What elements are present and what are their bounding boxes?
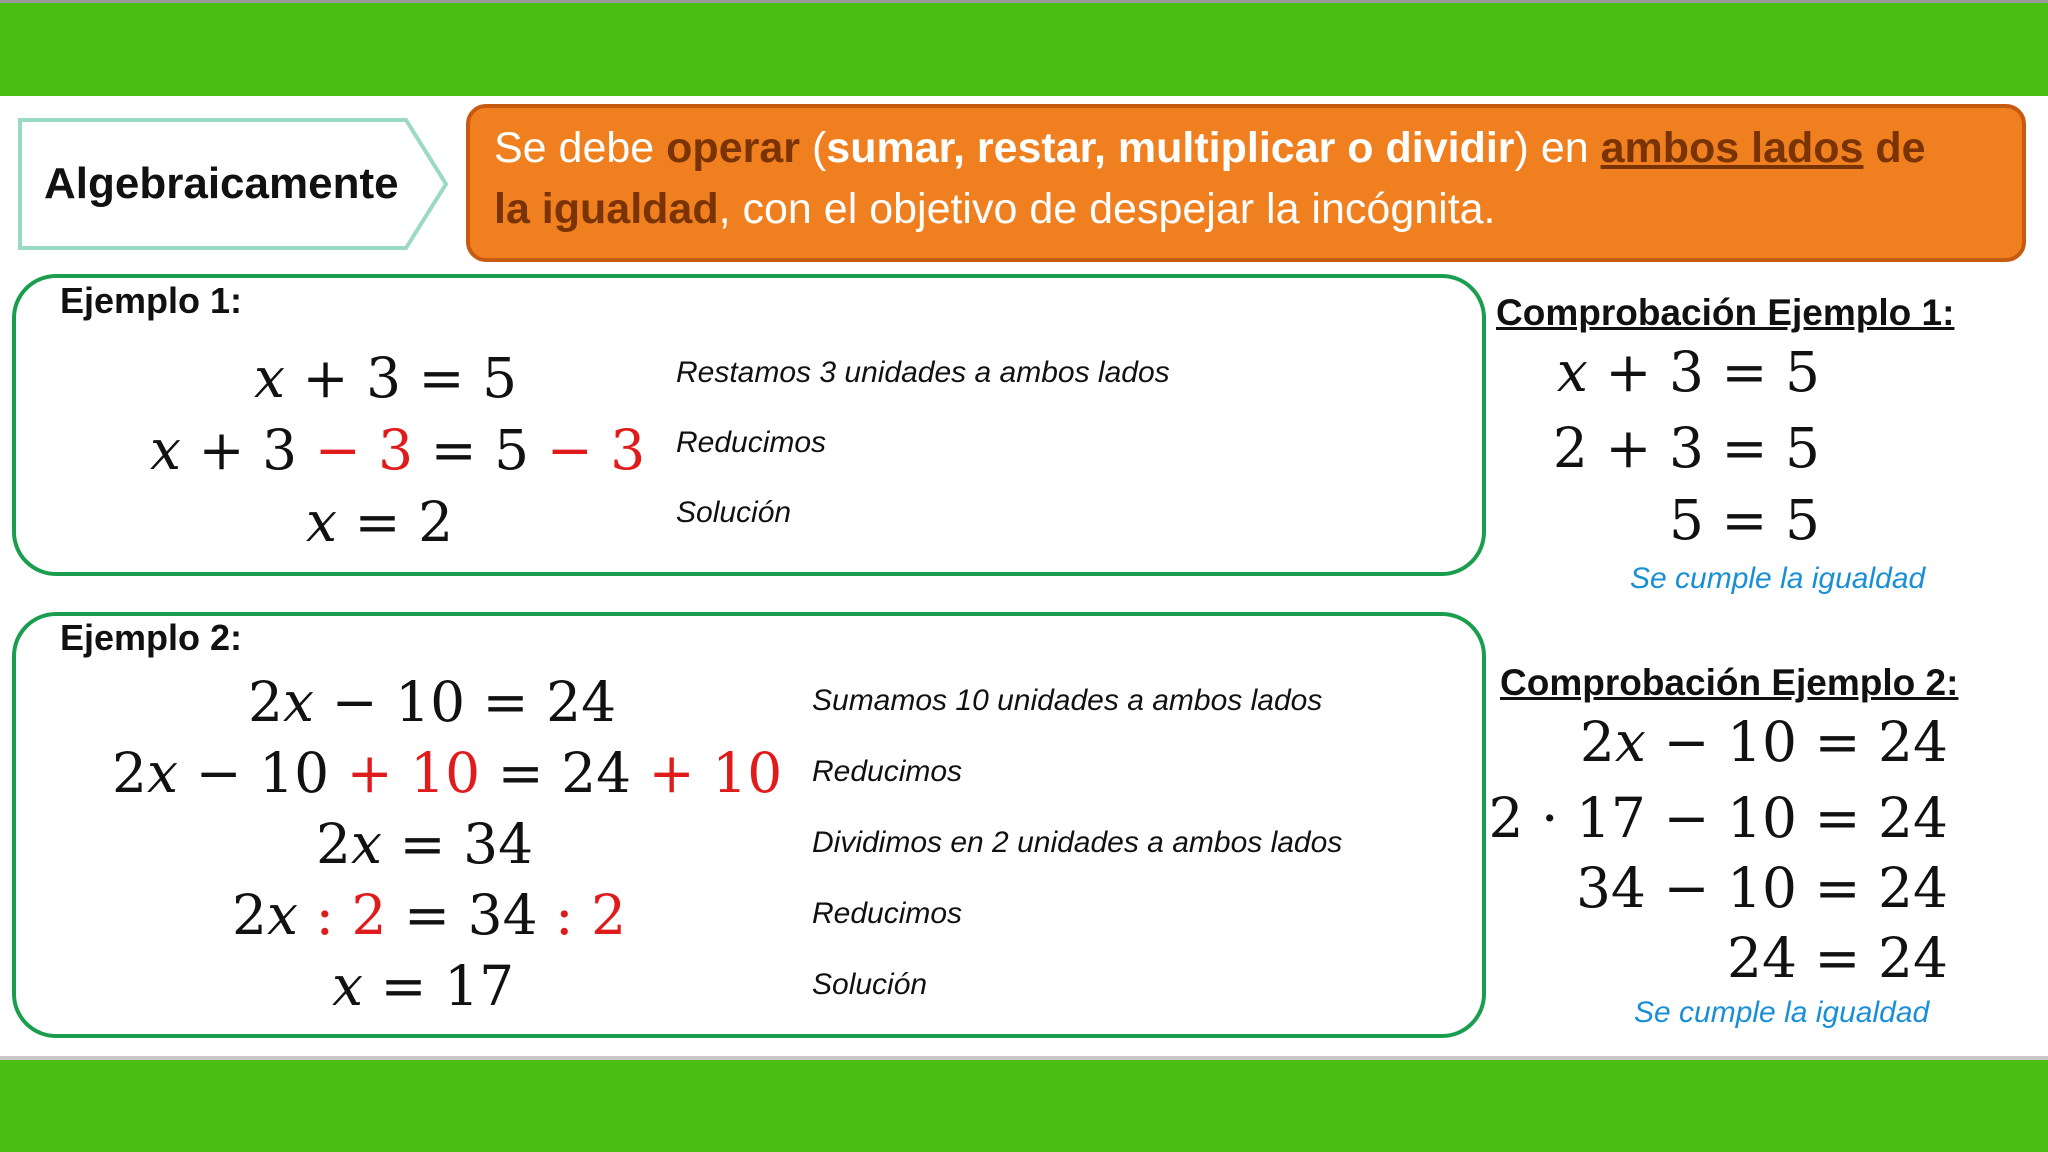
check-1-equation-2: 2 + 3 = 5 (1552, 416, 1820, 480)
definition-box (466, 104, 2026, 262)
example-2-note-1: Sumamos 10 unidades a ambos lados (812, 684, 1323, 717)
example-1-note-3: Solución (676, 496, 792, 529)
example-2-title: Ejemplo 2: (60, 617, 243, 658)
check-2-equation-1: 2x − 10 = 24 (1579, 710, 1948, 774)
example-2-note-5: Solución (812, 968, 928, 1001)
example-1-note-2: Reducimos (676, 426, 827, 459)
example-1-equation-3: x = 2 (306, 490, 454, 554)
def-operar: operar (666, 124, 800, 172)
check-2-equation-4: 24 = 24 (1726, 926, 1948, 990)
def-text: , con el objetivo de despejar la incógnita. (718, 185, 1496, 233)
check-2-title: Comprobación Ejemplo 2: (1500, 662, 1959, 703)
example-1-equation-1: x + 3 = 5 (254, 346, 518, 410)
example-2-note-3: Dividimos en 2 unidades a ambos lados (812, 826, 1343, 859)
definition-line-1 (494, 118, 1998, 179)
check-1-equation-3: 5 = 5 (1668, 488, 1820, 552)
def-text: ( (800, 124, 827, 172)
example-2-equation-2: 2x − 10 + 10 = 24 + 10 (112, 741, 783, 805)
check-2-result: Se cumple la igualdad (1634, 996, 1930, 1029)
def-text: Se debe (494, 124, 667, 172)
example-1-equation-2: x + 3 − 3 = 5 − 3 (150, 418, 646, 482)
top-banner (0, 0, 2048, 96)
example-2-equation-3: 2x = 34 (316, 812, 534, 876)
example-2-note-4: Reducimos (812, 897, 963, 930)
example-2-equation-1: 2x − 10 = 24 (248, 670, 617, 734)
check-1-title: Comprobación Ejemplo 1: (1496, 292, 1955, 333)
method-tag-label: Algebraicamente (44, 159, 399, 208)
example-1-title: Ejemplo 1: (60, 280, 243, 321)
method-tag (18, 118, 450, 250)
example-2-equation-5: x = 17 (332, 954, 515, 1018)
def-la-igualdad: la igualdad (494, 185, 719, 233)
def-operations: sumar, restar, multiplicar o dividir (826, 124, 1515, 172)
check-1-equation-1: x + 3 = 5 (1556, 340, 1820, 404)
def-text: ) en (1514, 124, 1601, 172)
definition-line-2 (494, 179, 1998, 240)
def-de: de (1863, 124, 1926, 172)
example-1-note-1: Restamos 3 unidades a ambos lados (676, 356, 1170, 389)
check-2-equation-2: 2 · 17 − 10 = 24 (1488, 786, 1948, 850)
check-1-result: Se cumple la igualdad (1630, 562, 1926, 595)
example-2-equation-4: 2x : 2 = 34 : 2 (232, 883, 627, 947)
def-ambos-lados: ambos lados (1600, 124, 1864, 172)
example-2-box (12, 612, 1486, 1038)
bottom-banner (0, 1056, 2048, 1152)
example-2-note-2: Reducimos (812, 755, 963, 788)
check-2-equation-3: 34 − 10 = 24 (1575, 856, 1948, 920)
